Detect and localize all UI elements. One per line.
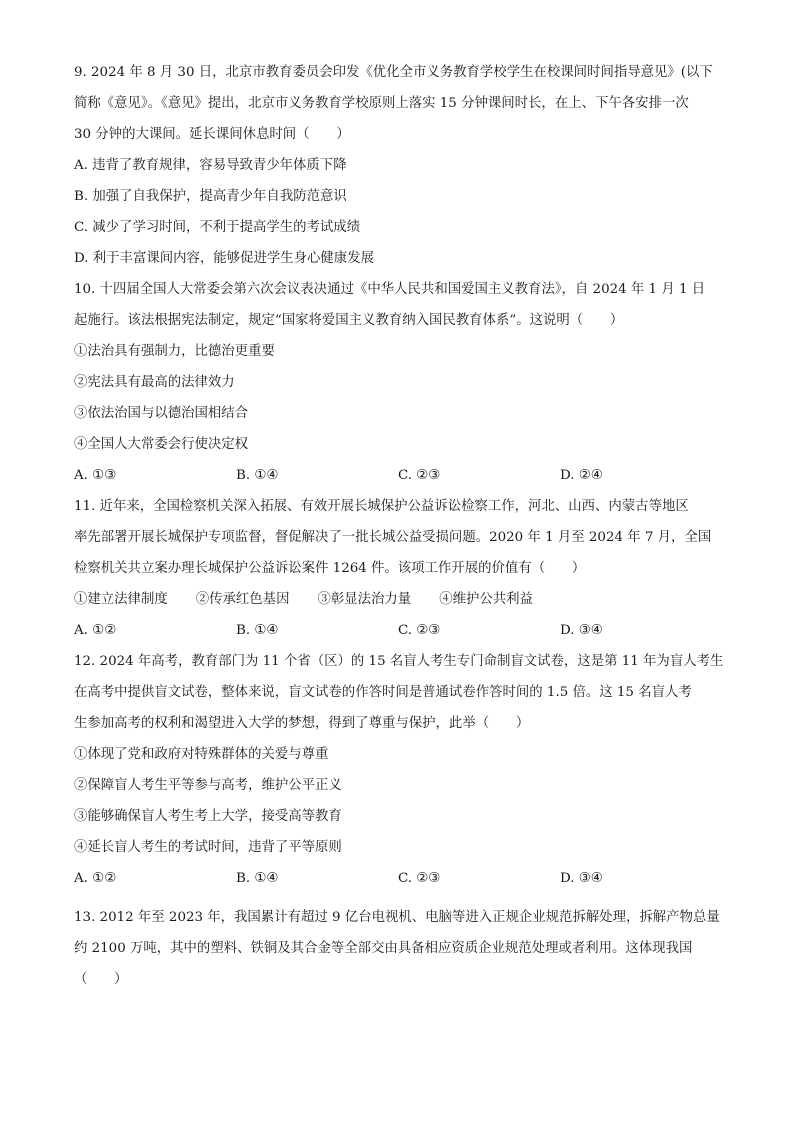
question-11-answer-c: C. ②③ — [398, 623, 441, 638]
question-11 — [74, 496, 734, 579]
question-12-answer-a: A. ①② — [74, 871, 117, 886]
question-11-stem-line-3: 检察机关共立案办理长城保护公益诉讼案件 1264 件。该项工作开展的价值有（ ） — [74, 561, 586, 576]
question-11-answer-a: A. ①② — [74, 623, 117, 638]
question-9-option-b: B. 加强了自我保护，提高青少年自我防范意识 — [74, 189, 347, 204]
question-9-stem-line-2: 简称《意见》。《意见》提出，北京市义务教育学校原则上落实 15 分钟课间时长，在上、下午各安排一次 — [74, 96, 689, 111]
question-10-answer-a: A. ①③ — [74, 468, 117, 483]
question-12-stem-line-1: 12. 2024 年高考，教育部门为 11 个省（区）的 15 名盲人考生专门命制盲文试卷，这是第 11 年为盲人考生 — [74, 654, 724, 669]
question-11-statement-1: ①建立法律制度 — [74, 592, 168, 607]
question-12-statement-4: ④延长盲人考生的考试时间，违背了平等原则 — [74, 840, 342, 855]
question-9 — [74, 62, 734, 145]
question-10-answer-row — [74, 465, 734, 486]
question-10-answer-c: C. ②③ — [398, 468, 441, 483]
question-12-answer-c: C. ②③ — [398, 871, 441, 886]
question-11-statement-3: ③彰显法治力量 — [317, 592, 412, 607]
question-10-statement-3: ③依法治国与以德治国相结合 — [74, 406, 249, 421]
question-12-answer-b: B. ①④ — [236, 871, 279, 886]
question-12-stem-line-3: 生参加高考的权利和渴望进入大学的梦想，得到了尊重与保护，此举（ ） — [74, 716, 530, 731]
question-11-answer-row — [74, 620, 734, 641]
question-10 — [74, 279, 734, 331]
exam-page — [74, 62, 734, 1000]
question-11-answer-d: D. ③④ — [560, 623, 603, 638]
question-9-option-c: C. 减少了学习时间，不利于提高学生的考试成绩 — [74, 220, 361, 235]
question-10-statement-2: ②宪法具有最高的法律效力 — [74, 375, 235, 390]
question-10-answer-b: B. ①④ — [236, 468, 279, 483]
question-11-stem-line-1: 11. 近年来，全国检察机关深入拓展、有效开展长城保护公益诉讼检察工作，河北、山西、内蒙古等地区 — [74, 499, 689, 514]
question-12-statement-2: ②保障盲人考生平等参与高考，维护公平正义 — [74, 778, 342, 793]
question-12-statement-3: ③能够确保盲人考生考上大学，接受高等教育 — [74, 809, 342, 824]
question-12-answer-d: D. ③④ — [560, 871, 603, 886]
question-11-statements — [74, 589, 734, 610]
question-9-option-d: D. 利于丰富课间内容，能够促进学生身心健康发展 — [74, 251, 374, 266]
question-9-option-a: A. 违背了教育规律，容易导致青少年体质下降 — [74, 158, 347, 173]
question-11-statement-2: ②传承红色基因 — [195, 592, 290, 607]
question-13-stem-line-1: 13. 2012 年至 2023 年，我国累计有超过 9 亿台电视机、电脑等进入正规企业规范拆解处理，拆解产物总量 — [74, 910, 720, 925]
question-13-stem-line-3: （ ） — [74, 972, 128, 987]
question-10-answer-d: D. ②④ — [560, 468, 603, 483]
question-12-answer-row — [74, 868, 734, 889]
question-11-answer-b: B. ①④ — [236, 623, 279, 638]
question-10-statement-1: ①法治具有强制力，比德治更重要 — [74, 344, 275, 359]
question-13-stem-line-2: 约 2100 万吨，其中的塑料、铁铜及其合金等全部交由具备相应资质企业规范处理或者利用。这体现我国 — [74, 941, 693, 956]
question-9-stem-line-1: 9. 2024 年 8 月 30 日，北京市教育委员会印发《优化全市义务教育学校学生在校课间时间指导意见》(以下 — [74, 65, 713, 80]
question-11-statement-4: ④维护公共利益 — [439, 592, 533, 607]
question-10-stem-line-1: 10. 十四届全国人大常委会第六次会议表决通过《中华人民共和国爱国主义教育法》，自 2024 年 1 月 1 日 — [74, 282, 706, 297]
question-10-statement-4: ④全国人大常委会行使决定权 — [74, 437, 249, 452]
question-10-stem-line-2: 起施行。该法根据宪法制定，规定“国家将爱国主义教育纳入国民教育体系”。这说明（ ） — [74, 313, 624, 328]
question-12-statement-1: ①体现了党和政府对特殊群体的关爱与尊重 — [74, 747, 329, 762]
question-11-stem-line-2: 率先部署开展长城保护专项监督，督促解决了一批长城公益受损问题。2020 年 1 月至 2024 年 7 月，全国 — [74, 530, 712, 545]
question-13 — [74, 907, 734, 990]
question-12 — [74, 651, 734, 734]
question-12-stem-line-2: 在高考中提供盲文试卷，整体来说，盲文试卷的作答时间是普通试卷作答时间的 1.5 倍。这 15 名盲人考 — [74, 685, 692, 700]
question-9-stem-line-3: 30 分钟的大课间。延长课间休息时间（ ） — [74, 127, 350, 142]
